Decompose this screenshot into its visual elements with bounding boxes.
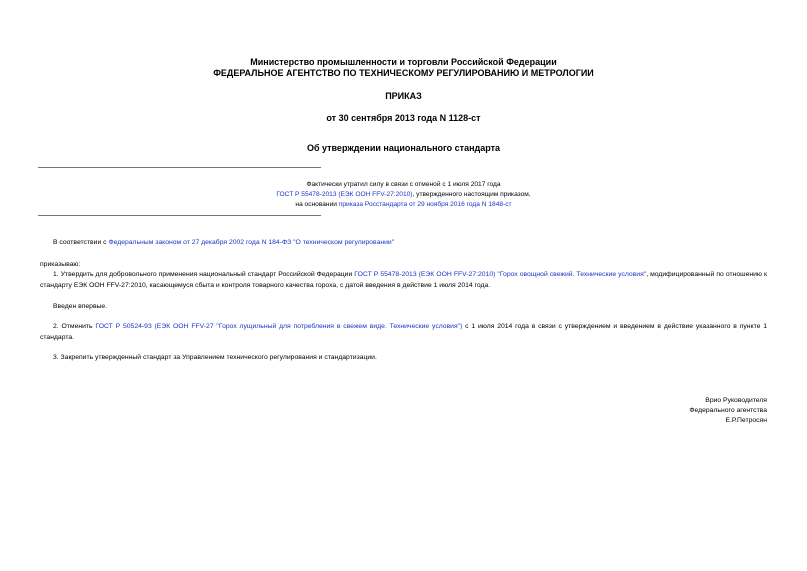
item-3-paragraph: 3. Закрепить утвержденный стандарт за Управлением технического регулирования и стандартизации.	[53, 354, 377, 361]
gost-55478-standard-link[interactable]: ГОСТ Р 55478-2013 (ЕЭК ООН FFV-27:2010) "Горох овощной свежий. Технические условия"	[354, 271, 647, 278]
document-type: ПРИКАЗ	[385, 91, 422, 101]
status-note-line2-text: , утвержденного настоящим приказом,	[412, 191, 531, 198]
divider-bottom	[38, 215, 321, 216]
status-note-line3	[40, 200, 767, 210]
item-2-suffix: с 1 июля 2014 года в связи с утверждением и введением в действие указанного в пункте 1 стандарта.	[40, 323, 767, 341]
signature-agency: Федерального агентства	[689, 407, 767, 414]
document-date-number: от 30 сентября 2013 года N 1128-ст	[326, 113, 481, 123]
intro-prefix: В соответствии с	[53, 239, 109, 246]
signature-position: Врио Руководителя	[705, 397, 767, 404]
status-note-line1: Фактически утратил силу в связи с отменой с 1 июля 2017 года	[306, 181, 501, 188]
signature-name: Е.Р.Петросян	[725, 417, 767, 424]
item-1-suffix: , модифицированный по отношению к стандарту ЕЭК ООН FFV-27:2010, касающемуся сбыта и контроля товарного качества гороха, с датой введения в действие 1 июля 2014 года.	[40, 271, 768, 289]
item-1-note: Введен впервые.	[53, 303, 108, 310]
rosstandart-order-link[interactable]: приказа Росстандарта от 29 ноября 2016 года N 1848-ст	[338, 201, 512, 208]
item-2-paragraph	[40, 322, 767, 343]
item-1-paragraph	[40, 270, 767, 291]
federal-law-link[interactable]: Федеральным законом от 27 декабря 2002 года N 184-ФЗ "О техническом регулировании"	[108, 239, 395, 246]
divider-top	[38, 167, 321, 168]
intro-paragraph	[40, 238, 767, 249]
status-note-line3-prefix: на основании	[295, 201, 339, 208]
gost-50524-link[interactable]: ГОСТ Р 50524-93 (ЕЭК ООН FFV-27 "Горох лущильный для потребления в свежем виде. Технические условия")	[95, 323, 463, 330]
ministry-title: Министерство промышленности и торговли Российской Федерации	[250, 57, 557, 67]
gost-55478-link[interactable]: ГОСТ Р 55478-2013 (ЕЭК ООН FFV-27:2010)	[276, 191, 413, 198]
item-1-prefix: 1. Утвердить для добровольного применения национальный стандарт Российской Федерации	[53, 271, 355, 278]
orders-word: приказываю:	[40, 261, 81, 268]
document-subject: Об утверждении национального стандарта	[306, 143, 501, 153]
agency-title: ФЕДЕРАЛЬНОЕ АГЕНТСТВО ПО ТЕХНИЧЕСКОМУ РЕГУЛИРОВАНИЮ И МЕТРОЛОГИИ	[213, 68, 594, 78]
status-note-line2	[40, 190, 767, 200]
item-2-prefix: 2. Отменить	[53, 323, 96, 330]
